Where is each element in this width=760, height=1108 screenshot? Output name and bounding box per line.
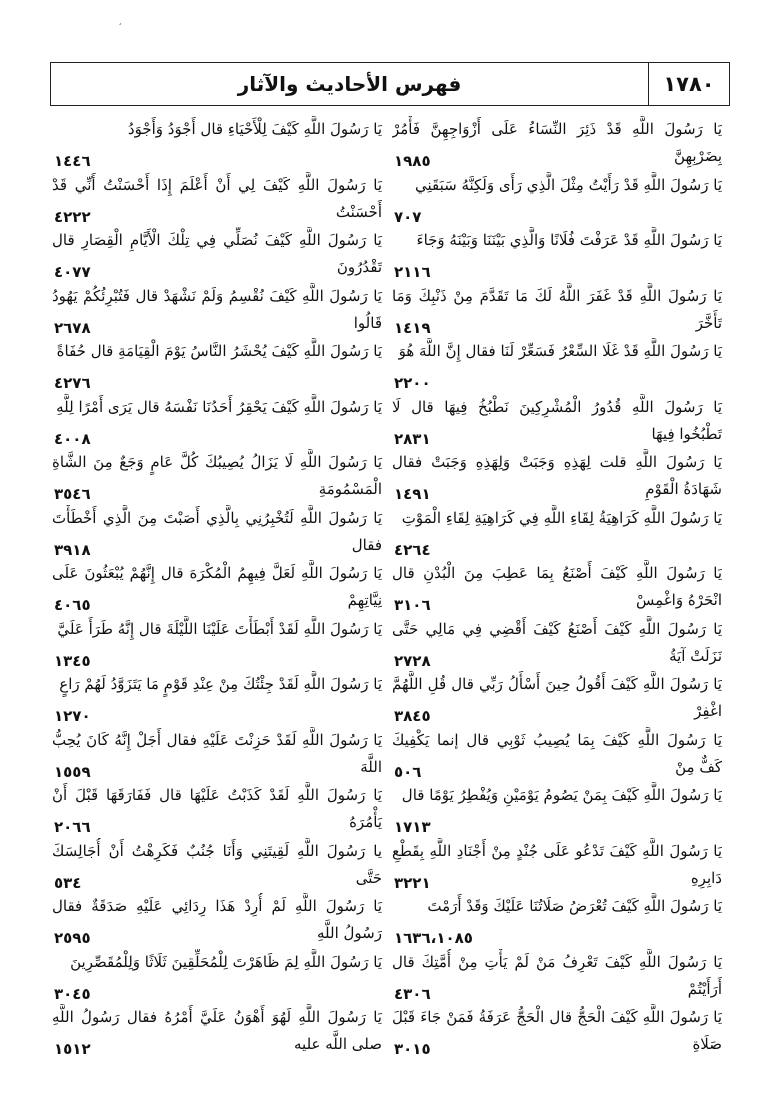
entry-text: يَا رَسُولَ اللَّهِ كَيْفَ أَقُولُ حِينَ أَسْأَلُ رَبِّي قال قُلِ اللَّهُمَّ اغْفِرْ xyxy=(392,675,722,720)
entry-text: يَا رَسُولَ اللَّهِ قَدْ عَرَفْتَ فُلَانًا وَالَّذِي بَيْنَنَا وَبَيْنَهُ وَجَاءَ xyxy=(416,231,722,249)
index-entry xyxy=(52,505,382,561)
entry-text: يَا رَسُولَ اللَّهِ قُدُورُ الْمُشْرِكِينَ نَطْبُخُ فِيهَا قال لَا تَطْبُخُوا فِيهَا xyxy=(392,397,722,443)
index-entry xyxy=(52,838,382,894)
entry-text: يَا رَسُولَ اللَّهِ كَيْفَ نُقْسِمُ وَلَمْ نَشْهَدْ قال فَتُبْرِئُكُمْ يَهُودُ قَالُوا xyxy=(52,286,382,332)
entry-text: يَا رَسُولَ اللَّهِ كَيْفَ لِلْأَحْيَاءِ قال أَجْوَدُ وَأَجْوَدُ xyxy=(127,120,382,138)
entry-text: يَا رَسُولَ اللَّهِ لَقَدْ كَذَبْتُ عَلَيْهَا قال فَفَارَقَهَا قَبْلَ أَنْ يَأْمُرَهُ xyxy=(52,786,382,831)
index-entry xyxy=(392,727,722,783)
index-entry xyxy=(52,338,382,394)
entry-reference-number: ٢٢٠٠ xyxy=(394,374,431,392)
entry-reference-number: ٢٠٦٦ xyxy=(54,818,91,836)
index-entry xyxy=(392,116,722,172)
entry-reference-number: ١٥١٢ xyxy=(54,1040,91,1058)
index-entry xyxy=(392,893,722,949)
entry-reference-number: ١٩٨٥ xyxy=(394,152,431,170)
entry-text: يَا رَسُولَ اللَّهِ لَا يَزَالُ يُصِيبُكَ كُلَّ عَامٍ وَجَعٌ مِنَ الشَّاةِ الْمَسْمُومَةِ xyxy=(52,453,382,498)
index-entry xyxy=(52,283,382,339)
entry-reference-number: ٤٣٠٦ xyxy=(394,984,431,1003)
entry-text: يَا رَسُولَ اللَّهِ كَيْفَ تَعْرِفُ مَنْ لَمْ يَأْتِ مِنْ أُمَّتِكَ قال أَرَأَيْتُمْ xyxy=(392,952,722,998)
entry-reference-number: ٢٥٩٥ xyxy=(54,929,91,947)
entry-reference-number: ٤٠٠٨ xyxy=(54,429,91,448)
index-entry xyxy=(52,172,382,228)
entry-reference-number: ٣٩١٨ xyxy=(54,540,91,559)
entry-reference-number: ٤٠٧٧ xyxy=(54,263,91,281)
entry-reference-number: ٣٥٤٦ xyxy=(54,485,91,503)
index-entry xyxy=(52,671,382,727)
index-entry xyxy=(392,949,722,1005)
entry-reference-number: ٥٣٤ xyxy=(54,873,82,892)
entry-text: يَا رَسُولَ اللَّهِ كَيْفَ نُصَلِّي فِي تِلْكَ الْأَيَّامِ الْقِصَارِ قال تَقْدُرُونَ xyxy=(52,231,382,276)
index-entry xyxy=(52,449,382,505)
entry-text: يا رَسُولَ اللَّهِ لَقِيتَنِي وَأَنَا جُنُبٌ فَكَرِهْتُ أَنْ أُجَالِسَكَ حَتَّى xyxy=(52,841,382,887)
entry-reference-number: ٢٧٢٨ xyxy=(394,651,431,670)
page-title: فهرس الأحاديث والآثار xyxy=(237,72,462,96)
index-entry xyxy=(392,172,722,228)
index-entry xyxy=(392,394,722,450)
entry-text: يَا رَسُولَ اللَّهِ قَدْ غَفَرَ اللَّهُ لَكَ مَا تَقَدَّمَ مِنْ ذَنْبِكَ وَمَا تَأَخَّرَ xyxy=(392,286,722,332)
entry-text: يَا رَسُولَ اللَّهِ قَدْ رَأَيْتُ مِثْلَ الَّذِي رَأَى وَلَكِنَّهُ سَبَقَنِي xyxy=(414,175,722,194)
index-entry xyxy=(392,449,722,505)
entry-text: يَا رَسُولَ اللَّهِ كَيْفَ أَصْنَعُ بِمَا عَطِبَ مِنَ الْبُدْنِ قال انْحَرْهُ وَاغْمِسْ xyxy=(392,564,722,609)
index-entry xyxy=(52,727,382,783)
index-entry xyxy=(52,394,382,450)
entry-reference-number: ٣٨٤٥ xyxy=(394,707,431,725)
entry-text: يَا رَسُولَ اللَّهِ قَدْ ذَئِرَ النِّسَاءُ عَلَى أَزْوَاجِهِنَّ فَأْمُرْ بِضَرْبِهِنَّ xyxy=(392,120,722,165)
entry-text: يَا رَسُولَ اللَّهِ كَيْفَ يَحْقِرُ أَحَدُنَا نَفْسَهُ قال يَرَى أَمْرًا لِلَّهِ xyxy=(56,397,382,416)
index-entry xyxy=(392,560,722,616)
entry-reference-number: ١٢٧٠ xyxy=(54,707,91,725)
entry-reference-number: ٣٢٢١ xyxy=(394,873,431,892)
entry-text: يَا رَسُولَ اللَّهِ كَرَاهِيَةُ لِقَاءِ اللَّهِ فِي كَرَاهِيَةِ لِقَاءِ الْمَوْتِ xyxy=(401,508,722,527)
entry-text: يَا رَسُولَ اللَّهِ لَتُخْبِرُنِي بِالَّذِي أَصَبْتَ مِنَ الَّذِي أَخْطَأْتَ فقال xyxy=(52,508,382,554)
entry-text: يَا رَسُولَ اللَّهِ لَقَدْ حَزِنْتَ عَلَيْهِ فقال أَجَلْ إِنَّهُ كَانَ يُحِبُّ اللَّهَ xyxy=(52,730,382,776)
index-entry xyxy=(52,227,382,283)
entry-text: يَا رَسُولَ اللَّهِ لَهُوَ أَهْوَنُ عَلَيَّ أَمْرُهُ فقال رَسُولُ اللَّهِ صلى اللَّه عليه xyxy=(52,1008,382,1053)
entry-reference-number: ١٣٤٥ xyxy=(54,651,91,670)
index-entry xyxy=(392,283,722,339)
entry-reference-number: ١٧١٣ xyxy=(394,818,431,836)
entry-reference-number: ٢٨٣١ xyxy=(394,429,431,448)
entry-reference-number: ٧٠٧ xyxy=(394,207,422,226)
entry-text: يَا رَسُولَ اللَّهِ كَيْفَ لِي أَنْ أَعْلَمَ إِذَا أَحْسَنْتُ أَنِّي قَدْ أَحْسَنْتُ xyxy=(52,175,382,221)
entry-reference-number: ١٤١٩ xyxy=(394,318,431,337)
index-entry xyxy=(52,1004,382,1060)
index-entry xyxy=(52,782,382,838)
entry-text: يَا رَسُولَ اللَّهِ لَقَدْ جِئْتُكَ مِنْ عِنْدِ قَوْمٍ مَا يَتَزَوَّدُ لَهُمْ رَاعٍ xyxy=(59,675,382,693)
entry-reference-number: ١٦٣٦،١٠٨٥ xyxy=(394,929,473,947)
index-entry xyxy=(52,616,382,672)
entry-text: يَا رَسُولَ اللَّهِ لَعَلَّ فِيهِمُ الْمُكْرَهَ قال إِنَّهُمْ يُبْعَثُونَ عَلَى نِيَّاتِهِمْ xyxy=(52,564,382,609)
page-header xyxy=(50,62,730,106)
entry-text: يَا رَسُولَ اللَّهِ كَيْفَ يُحْشَرُ النَّاسُ يَوْمَ الْقِيَامَةِ قال حُفَاةً xyxy=(56,342,382,360)
entry-reference-number: ٢١١٦ xyxy=(394,263,431,281)
index-entry xyxy=(52,949,382,1005)
index-entry xyxy=(392,227,722,283)
entry-text: يَا رَسُولَ اللَّهِ كَيْفَ بِمَا يُصِيبُ ثَوْبِي قال إنما يَكْفِيكَ كَفٌّ مِنْ xyxy=(392,730,722,776)
index-entry xyxy=(392,616,722,672)
entry-reference-number: ٣٠٤٥ xyxy=(54,984,91,1003)
entry-reference-number: ١٤٤٦ xyxy=(54,152,91,170)
index-entry xyxy=(392,671,722,727)
entry-text: يَا رَسُولَ اللَّهِ كَيْفَ بِمَنْ يَصُومُ يَوْمَيْنِ وَيُفْطِرُ يَوْمًا قال xyxy=(401,786,722,804)
index-entry xyxy=(52,560,382,616)
entry-text: يَا رَسُولَ اللَّهِ قَدْ غَلَا السِّعْرُ فَسَعِّرْ لَنَا فقال إِنَّ اللَّهَ هُوَ xyxy=(398,342,722,360)
entry-text: يَا رَسُولَ اللَّهِ قلت لِهَذِهِ وَجَبَتْ وَلِهَذِهِ وَجَبَتْ فقال شَهَادَةُ الْقَوْمِ xyxy=(392,453,722,498)
index-entry xyxy=(392,1004,722,1060)
index-entry xyxy=(392,505,722,561)
entry-reference-number: ٥٠٦ xyxy=(394,762,422,781)
entry-reference-number: ١٥٥٩ xyxy=(54,762,91,781)
entry-reference-number: ٤٢٢٢ xyxy=(54,207,91,226)
entry-reference-number: ٣٠١٥ xyxy=(394,1040,431,1058)
entry-text: يَا رَسُولَ اللَّهِ كَيْفَ أَصْنَعُ كَيْفَ أَقْضِي فِي مَالِي حَتَّى نَزَلَتْ آيَةُ xyxy=(392,619,722,665)
index-entry xyxy=(52,893,382,949)
entry-text: يَا رَسُولَ اللَّهِ كَيْفَ تُعْرَضُ صَلَاتُنَا عَلَيْكَ وَقَدْ أَرَمْتَ xyxy=(427,897,722,915)
entry-text: يَا رَسُولَ اللَّهِ لَمْ أُرِدْ هَذَا رِدَائِي عَلَيْهِ صَدَقَةٌ فقال رَسُولُ اللَّهِ xyxy=(52,897,382,942)
corner-mark: ¸ xyxy=(118,16,123,26)
page-number: ١٧٨٠ xyxy=(648,63,729,105)
entry-reference-number: ٤٢٧٦ xyxy=(54,374,91,392)
entry-reference-number: ١٤٩١ xyxy=(394,485,431,503)
entry-reference-number: ٤٠٦٥ xyxy=(54,596,91,614)
entry-reference-number: ٣١٠٦ xyxy=(394,596,431,614)
entry-reference-number: ٤٢٦٤ xyxy=(394,540,431,559)
index-entry xyxy=(392,782,722,838)
index-entry xyxy=(392,838,722,894)
entry-text: يَا رَسُولَ اللَّهِ لِمَ ظَاهَرْتَ لِلْمُحَلِّقِينَ ثَلَاثًا وَلِلْمُقَصِّرِينَ xyxy=(70,952,382,971)
entry-reference-number: ٢٦٧٨ xyxy=(54,318,91,337)
index-entry xyxy=(52,116,382,172)
index-entry xyxy=(392,338,722,394)
entry-text: يَا رَسُولَ اللَّهِ لَقَدْ أَبْطَأْتَ عَلَيْنَا اللَّيْلَةَ قال إِنَّهُ طَرَأَ عَلَيَّ xyxy=(57,619,382,638)
entry-text: يَا رَسُولَ اللَّهِ كَيْفَ تَدْعُو عَلَى جُنْدٍ مِنْ أَجْنَادِ اللَّهِ بِقَطْعِ دَابِرِهِ xyxy=(392,841,722,887)
entry-text: يَا رَسُولَ اللَّهِ كَيْفَ الْحَجُّ قال الْحَجُّ عَرَفَةُ فَمَنْ جَاءَ قَبْلَ صَلَاةِ xyxy=(392,1008,722,1053)
